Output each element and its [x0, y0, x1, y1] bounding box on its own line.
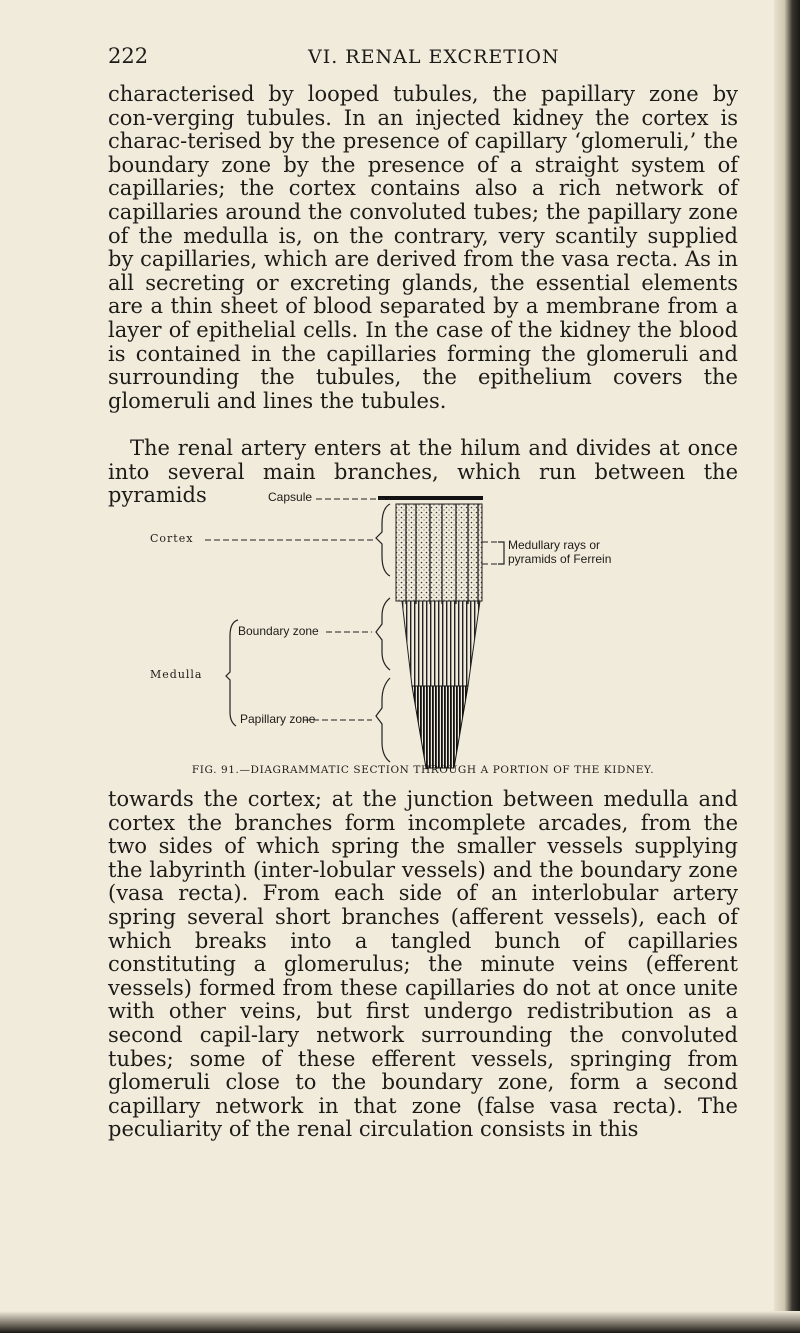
- label-medullary-rays-line2: pyramids of Ferrein: [508, 552, 612, 566]
- label-boundary-zone: Boundary zone: [238, 624, 319, 638]
- page-header: [108, 44, 728, 72]
- page-edge-shadow: [774, 0, 800, 1333]
- bottom-edge-shadow: [0, 1311, 800, 1333]
- paragraph-2: The renal artery enters at the hilum and divides at once into several main branches, which run between the pyramids: [108, 436, 738, 508]
- boundary-zone-region: [402, 601, 480, 686]
- label-capsule: Capsule: [268, 490, 313, 504]
- running-title: VI. RENAL EXCRETION: [308, 46, 560, 68]
- paragraph-1: characterised by looped tubules, the papillary zone by con-verging tubules. In an injected kidney the cortex is charac-terised by the presence of capillary ‘glomeruli,’ the boundary zone by the presence of a straight system of capillaries; the cortex contains also a rich network of capillaries around the convoluted tubes; the papillary zone of the medulla is, on the contrary, very scantily supplied by capillaries, which are derived from the vasa recta. As in all secreting or excreting glands, the essential elements are a thin sheet of blood separated by a membrane from a layer of epithelial cells. In the case of the kidney the blood is contained in the capillaries forming the glomeruli and surrounding the tubules, the epithelium covers the glomeruli and lines the tubules.: [108, 82, 738, 413]
- label-cortex: Cortex: [150, 532, 194, 545]
- kidney-section-figure: [150, 486, 710, 784]
- label-papillary-zone: Papillary zone: [240, 712, 316, 726]
- label-medulla: Medulla: [150, 668, 203, 681]
- page-number: 222: [108, 44, 149, 68]
- figure-caption: FIG. 91.—DIAGRAMMATIC SECTION THROUGH A PORTION OF THE KIDNEY.: [191, 764, 655, 776]
- papillary-zone-region: [412, 686, 468, 768]
- kidney-diagram: [150, 486, 710, 784]
- paragraph-3: towards the cortex; at the junction between medulla and cortex the branches form incomplete arcades, from the two sides of which spring the smaller vessels supplying the labyrinth (inter-lobular vessels) and the boundary zone (vasa recta). From each side of an interlobular artery spring several short branches (afferent vessels), each of which breaks into a tangled bunch of capillaries constituting a glomerulus; the minute veins (efferent vessels) formed from these capillaries do not at once unite with other veins, but first undergo redistribution as a second capil-lary network surrounding the convoluted tubes; some of these efferent vessels, springing from glomeruli close to the boundary zone, form a second capillary network in that zone (false vasa recta). The peculiarity of the renal circulation consists in this: [108, 787, 738, 1142]
- cortex-region: [396, 504, 482, 601]
- label-medullary-rays-line1: Medullary rays or: [508, 538, 601, 552]
